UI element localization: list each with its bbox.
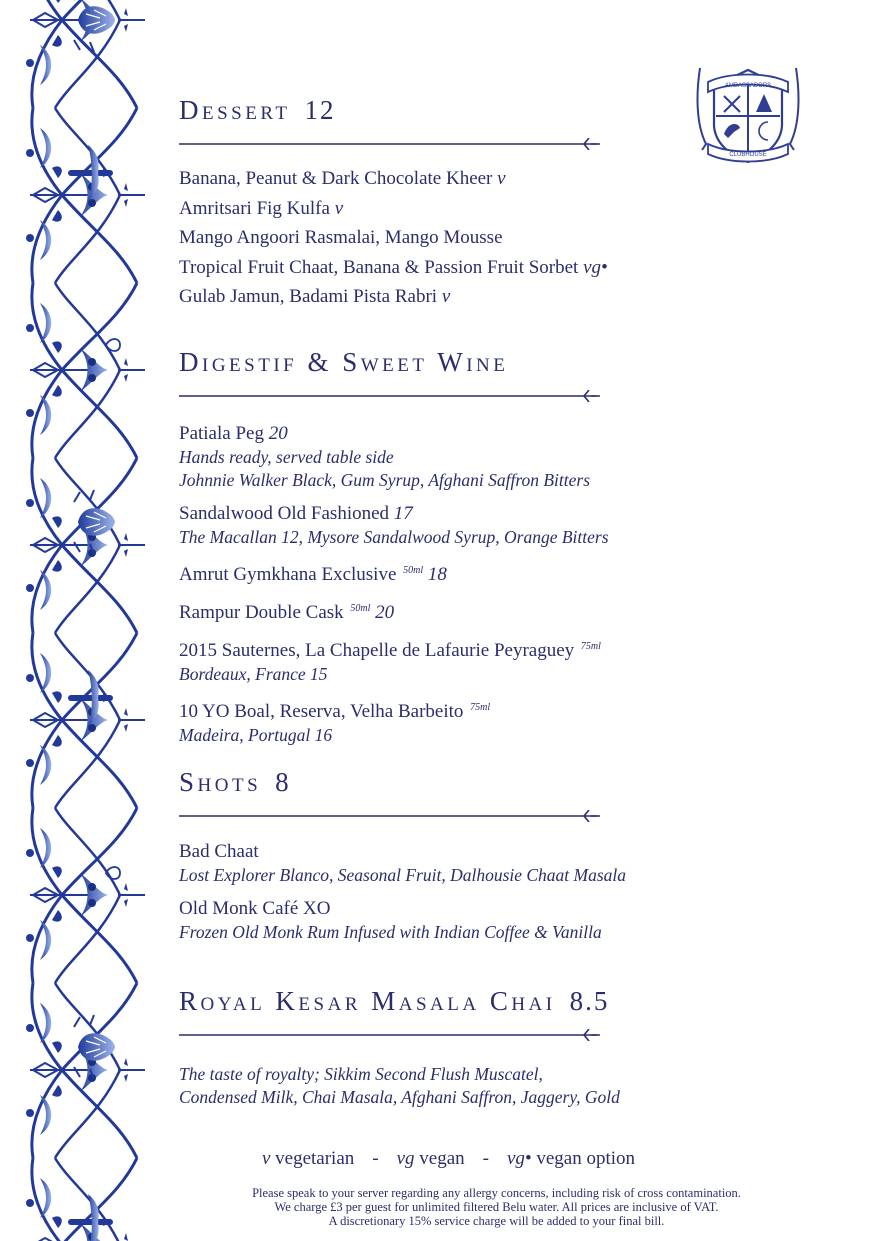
border-tile	[26, 0, 145, 1241]
drink-item: Amrut Gymkhana Exclusive $^{50ml}$ 18	[179, 564, 447, 585]
section-digestif	[179, 346, 739, 757]
dessert-item: Tropical Fruit Chaat, Banana & Passion Fruit Sorbet vg•	[179, 256, 608, 278]
section-title-dessert: Dessert 12	[179, 95, 336, 125]
dietary-legend: v vegetarian - vg vegan - vg• vegan option	[261, 1148, 636, 1169]
chai-description: The taste of royalty; Sikkim Second Flush Muscatel,	[179, 1064, 543, 1084]
dessert-item: Mango Angoori Rasmalai, Mango Mousse	[179, 227, 503, 248]
section-divider	[179, 810, 600, 822]
shot-item: Old Monk Café XO Frozen Old Monk Rum Infused with Indian Coffee & Vanilla	[179, 898, 602, 942]
drink-item: 10 YO Boal, Reserva, Velha Barbeito $^{75ml}$ Madeira, Portugal 16	[179, 701, 491, 745]
drink-item: Rampur Double Cask $^{50ml}$ 20	[179, 602, 395, 623]
section-divider	[179, 390, 600, 402]
section-divider	[179, 138, 600, 150]
section-shots	[179, 766, 739, 954]
dessert-item: Gulab Jamun, Badami Pista Rabri v	[179, 286, 451, 307]
section-title-digestif: Digestif & Sweet Wine	[179, 347, 509, 377]
allergy-and-service-notice: Please speak to your server regarding any allergy concerns, including risk of cross contamination. We charge £3 per guest for unlimited filtered Belu water. All prices are inclusive of VAT. A discretionary 15% service charge will be added to your final bill.	[252, 1186, 741, 1228]
dessert-item: Amritsari Fig Kulfa v	[179, 197, 344, 219]
section-title-chai: Royal Kesar Masala Chai 8.5	[179, 986, 610, 1016]
section-chai	[179, 985, 739, 1109]
crest-top-text: AMBASSADORS	[724, 83, 772, 89]
ornamental-border	[0, 0, 160, 1241]
crest-bottom-text: CLUBHOUSE	[729, 152, 767, 158]
section-dessert	[179, 94, 739, 312]
shot-item: Bad Chaat Lost Explorer Blanco, Seasonal Fruit, Dalhousie Chaat Masala	[179, 841, 627, 885]
drink-item: Patiala Peg 20 Hands ready, served table side Johnnie Walker Black, Gum Syrup, Afghani Saffron Bitters	[179, 423, 591, 490]
chai-description: Condensed Milk, Chai Masala, Afghani Saffron, Jaggery, Gold	[179, 1087, 620, 1107]
section-title-shots: Shots 8	[179, 767, 291, 797]
section-divider	[179, 1029, 600, 1041]
drink-item: 2015 Sauternes, La Chapelle de Lafaurie Peyraguey $^{75ml}$ Bordeaux, France 15	[179, 640, 601, 684]
dessert-item: Banana, Peanut & Dark Chocolate Kheer v	[179, 168, 506, 189]
drink-item: Sandalwood Old Fashioned 17 The Macallan 12, Mysore Sandalwood Syrup, Orange Bitters	[179, 503, 609, 547]
